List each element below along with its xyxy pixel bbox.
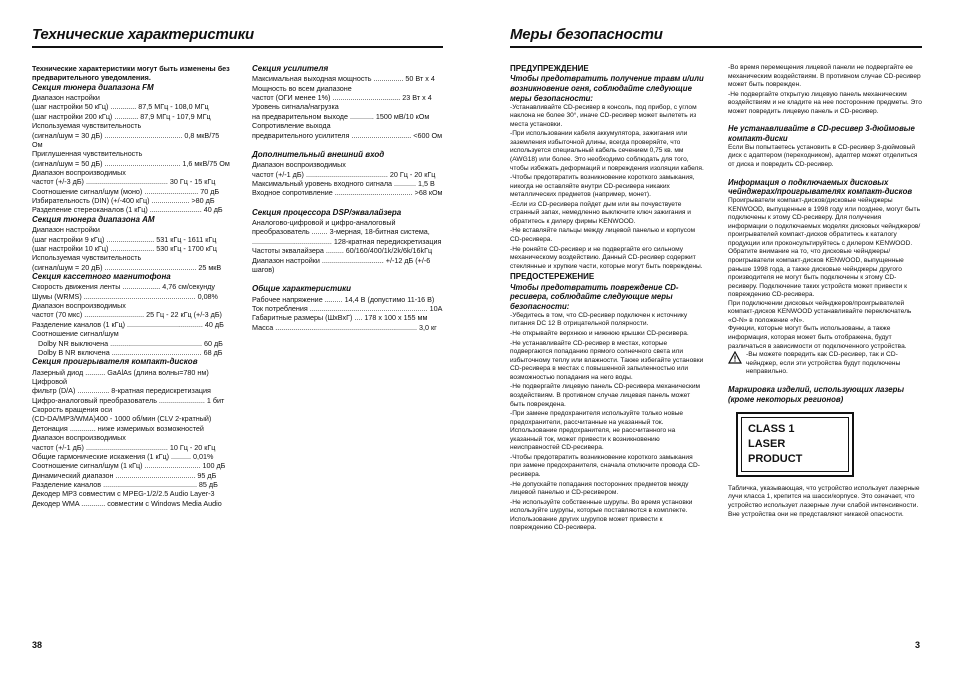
changers-p4: Функции, которые могут быть использованы, а также информация, которая может быть отображена, будут различаться в зависимости от подключенного устройства. [728,325,907,350]
spec-line: Сопротивление выхода [252,121,331,131]
spec-line: Шумы (WRMS) ........................................................ 0,08% [32,291,218,301]
spec-line: частот (+/-1 дБ) ......................................... 20 Гц - 20 кГц [252,169,436,179]
spec-line: Dolby B NR включена ............................................. 68 дБ [38,347,223,357]
changers-warning [728,351,922,377]
caution-items [510,312,704,533]
spec-line: фильтр (D/A) ................ 8-кратная передискретизация [32,386,211,396]
spec-line: -Чтобы предотвратить возникновение короткого замыкания, никогда не оставляйте внутри CD-ресивера никаких металлических предметов (например, монет). [510,174,695,199]
spec-line: Декодер MP3 совместим с MPEG-1/2/2.5 Audio Layer-3 [32,489,215,499]
spec-line: Рабочее напряжение ......... 14,4 В (допустимо 11-16 В) [252,294,435,304]
spec-line: -Убедитесь в том, что CD-ресивер подключен к источнику питания DC 12 В отрицательной полярности. [510,311,688,328]
spec-line: (шаг настройки 9 кГц) ........................ 531 кГц - 1611 кГц [32,234,217,244]
spec-line: ........................................ 128-кратная передискретизация [252,236,442,246]
spec-line: Используемая чувствительность [32,253,142,263]
am-lines [32,225,230,272]
spec-line: (шаг настройки 200 кГц) ............ 87,9 МГц - 107,9 МГц [32,111,211,121]
spec-line: предварительного усилителя .............................. <600 Ом [252,130,443,140]
left-column-2 [252,64,444,332]
spec-line: Максимальная выходная мощность ............... 50 Вт x 4 [252,74,435,84]
fm-lines [32,93,230,215]
spec-line: -Во время перемещения лицевой панели не подвергайте ее механическим воздействиям. В противном случае CD-ресивер может быть поврежден. [728,64,921,89]
spec-line: Аналогово-цифровой и цифро-аналоговый [252,218,396,228]
tape-lines [32,282,230,338]
spec-line: (шаг настройки 50 кГц) ............. 87,5 МГц - 108,0 МГц [32,102,209,112]
spec-line: Используемая чувствительность [32,121,142,131]
spec-line: (CD-DA/MP3/WMA)400 - 1000 об/мин (CLV 2-кратный) [32,414,212,424]
no-3inch-heading: Не устанавливайте в CD-ресивер 3-дюймовые компакт-диски [728,124,915,144]
spec-line: Диапазон воспроизводимых [32,433,126,443]
cd-heading: Секция проигрывателя компакт-дисков [32,357,198,367]
laser-label-line2: LASER PRODUCT [748,438,803,465]
warning-triangle-icon [728,351,742,368]
dsp-lines [252,218,444,274]
spec-line: Избирательность (DIN) (+/-400 кГц) ................... >80 дБ [32,196,215,206]
laser-text: Табличка, указывающая, что устройство использует лазерные лучи класса 1, крепится на шасси/корпусе. Это означает, что устройство использует лазерные лучи слабой интенсивности. Вне устройства они не представляют никакой опасности. [728,484,920,518]
caution-continued [728,64,922,116]
laser-label [736,412,854,477]
laser-label-line1: CLASS 1 [748,423,795,436]
spec-line: Уровень сигнала/нагрузка [252,102,339,112]
changers-warning-text: -Вы можете повредить как CD-ресивер, так и CD-чейнджер, если эти устройства будут подключены неправильно. [746,351,901,376]
spec-line: Ток потребления ........................................................... 10A [252,304,443,314]
spec-line: -Не подвергайте открытую лицевую панель механическим воздействиям и не кладите на нее посторонние предметы. Это может повредить лицевую панель и CD-ресивер. [728,90,922,115]
warning-lead: Чтобы предотвратить получение травм и/или возникновение огня, соблюдайте следующие меры безопасности: [510,74,704,103]
changers-p3: При подключении дисковых чейнджеров/проигрывателей компакт-дисков KENWOOD устанавливайте переключатель «O-N» в положение «N». [728,299,912,324]
spec-line: (сигнал/шум = 30 дБ) ....................................... 0,8 мкВ/75 Ом [32,130,220,149]
warning-heading: ПРЕДУПРЕЖДЕНИЕ [510,64,589,73]
spec-line: частот (+/-1 дБ) ......................................... 10 Гц - 20 кГц [32,442,216,452]
spec-line: Динамический диапазон ........................................ 95 дБ [32,470,217,480]
left-page-title: Технические характеристики [32,26,254,43]
right-title-rule [510,46,922,48]
caution-lead: Чтобы предотвратить повреждение CD-ресивера, соблюдайте следующие меры безопасности: [510,282,679,312]
spec-line: Диапазон настройки ............................... +/-12 дБ (+/-6 шагов) [252,255,431,274]
spec-line: Лазерный диод .......... GaAlAs (длина волны=780 нм) [32,367,209,377]
spec-line: Масса ....................................................................... 3,0 кг [252,322,437,332]
intro-note: Технические характеристики могут быть изменены без предварительного уведомления. [32,64,230,83]
changers-p2: Обратите внимание на то, что дисковые чейнджеры/проигрыватели компакт-дисков KENWOOD, выпущенные раньше 1998 года, а также дисковые чейнджеры другого производителя не могут быть подключены к этому CD-ресиверу. Подключение таких устройств может привести к повреждению CD-ресивера. [728,248,908,299]
spec-line: Частоты эквалайзера ......... 60/160/400/1k/2k/6k/16kГц [252,246,433,256]
spec-line: (сигнал/шум = 50 дБ) ...................................... 1,6 мкВ/75 Ом [32,158,230,168]
spec-line: Максимальный уровень входного сигнала ........... 1,5 В [252,179,435,189]
spec-line: -При замене предохранителя используйте только новые предохранители, рассчитанные на указанный ток. Использование предохранителя, не рассчитанного на указанный ток, может привести к возникновению неисправностей CD-ресивера. [510,410,684,452]
left-title-rule [32,46,443,48]
tape-heading: Секция кассетного магнитофона [32,271,171,281]
spec-line: частот (ОГИ менее 1%) .................................. 23 Вт x 4 [252,93,432,103]
right-page-title: Меры безопасности [510,26,663,43]
spec-line: преобразователь ........ 3-мерная, 18-битная система, [252,227,430,237]
spec-line: частот (70 мкс) .............................. 25 Гц - 22 кГц (+/-3 дБ) [32,310,222,320]
left-page-number: 38 [32,640,43,650]
spec-line: Входное сопротивление ....................................... >68 кОм [252,188,443,198]
spec-line: Цифровой [32,376,67,386]
amp-heading: Секция усилителя [252,64,329,73]
spec-line: Приглушенная чувствительность [32,149,143,159]
ext-heading: Дополнительный внешний вход [252,149,385,159]
cd-lines [32,368,230,508]
fm-heading: Секция тюнера диапазона FM [32,82,154,92]
spec-line: -Не используйте собственные шурупы. Во время установки используйте шурупы, которые поставляются в комплекте. Использование других шурупов может привести к повреждению CD-ресивера. [510,498,693,532]
spec-line: Мощность во всем диапазоне [252,83,352,93]
spec-line: -Не открывайте верхнюю и нижнюю крышки CD-ресивера. [510,330,689,337]
spec-line: Диапазон настройки [32,93,100,103]
left-column-1 [32,64,230,508]
ext-lines [252,160,444,197]
warning-items [510,104,704,272]
spec-line: Разделение стереоканалов (1 кГц) .......................... 40 дБ [32,205,223,215]
spec-line: частот (+/-3 дБ) ......................................... 30 Гц - 15 кГц [32,177,216,187]
general-lines [252,295,444,332]
spec-line: -Не роняйте CD-ресивер и не подвергайте его сильному механическому воздействию. Данный CD-ресивер содержит стеклянные и хрупкие части, которые могут быть повреждены. [510,245,703,270]
spec-line: Соотношение сигнал/шум (1 кГц) ............................ 100 дБ [32,461,226,471]
spec-line: -Не допускайте попадания посторонних предметов между лицевой панелью и CD-ресивером. [510,480,689,497]
spec-line: Dolby NR выключена .............................................. 60 дБ [38,338,223,348]
spec-line: -При использовании кабеля аккумулятора, зажигания или заземления избыточной длины, всегда проверяйте, что используется специальный кабель сечением 0,75 кв. мм (AWG18) или более. Это необходимо соблюдать для того, чтобы избежать деформаций и повреждения изоляции кабеля. [510,130,704,172]
changers-p1: Проигрыватели компакт-дисков/дисковые чейнджеры KENWOOD, выпущенные в 1998 году или позднее, могут быть подключены к этому CD-ресиверу. Для получения информации о подключаемых моделях дисковых чейнджеров/проигрывателей компакт-дисков обратитесь к каталогу продукции или проконсультируйтесь с дилером KENWOOD. [728,197,921,247]
right-page-number: 3 [915,640,921,650]
spec-line: (шаг настройки 10 кГц) ...................... 530 кГц - 1700 кГц [32,243,217,253]
spec-line: -Не устанавливайте CD-ресивер в местах, которые подвергаются попаданию прямого солнечного света или избыточному теплу или влажности. Также избегайте установки CD-ресивера в местах с повышенной запыленностью или возможностью попадания на него воды. [510,339,704,381]
spec-line: Детонация ............. ниже измеримых возможностей [32,423,204,433]
spec-line: Разделение каналов (1 кГц) ...................................... 40 дБ [32,319,224,329]
spec-line: -Устанавливайте CD-ресивер в консоль, под прибор, с углом наклона не более 30°, иначе CD-ресивер может вылететь из места установки. [510,103,697,128]
spec-line: -Если из CD-ресивера пойдет дым или вы почувствуете странный запах, немедленно выключите ключ зажигания и обратитесь к дилеру фирмы KENWOOD. [510,200,691,225]
spec-line: -Чтобы предотвратить возникновение короткого замыкания при замене предохранителя, сначала отключите провода CD-ресивера. [510,453,700,478]
spec-line: Диапазон воспроизводимых [252,160,346,170]
spec-line: Диапазон воспроизводимых [32,167,126,177]
amp-lines [252,74,444,140]
right-column-2 [728,64,922,519]
spec-line: Соотношение сигнал/шум [32,329,119,339]
spec-line: Скорость движения ленты ................... 4,76 см/секунду [32,282,215,292]
right-column-1 [510,64,704,534]
spec-line: Габаритные размеры (ШxВxГ) .... 178 x 100 x 155 мм [252,313,428,323]
general-heading: Общие характеристики [252,284,352,294]
spec-line: Декодер WMA ............ совместим с Windows Media Audio [32,498,222,508]
spec-line: на предварительном выходе ............ 1500 мВ/10 кОм [252,111,430,121]
laser-heading: Маркировка изделий, использующих лазеры (кроме некоторых регионов) [728,384,905,404]
laser-label-inner [741,417,849,472]
spec-line: Соотношение сигнал/шум (моно) ........................... 70 дБ [32,186,220,196]
spec-line: Общие гармонические искажения (1 кГц) .......... 0,01% [32,451,214,461]
caution-heading: ПРЕДОСТЕРЕЖЕНИЕ [510,272,595,282]
am-heading: Секция тюнера диапазона AM [32,214,155,224]
no-3inch-text: Если Вы попытаетесь установить в CD-ресивер 3-дюймовый диск с адаптером (переходником), адаптер может отделиться от диска и повредить CD-ресивер. [728,143,918,168]
dsp-heading: Секция процессора DSP/эквалайзера [252,207,402,217]
spec-line: Диапазон настройки [32,225,100,235]
tape-dolby-lines [32,339,230,358]
spec-line: Скорость вращения оси [32,405,113,415]
spec-line: -Не подвергайте лицевую панель CD-ресивера механическим воздействиям. В противном случае лицевая панель может быть повреждена. [510,383,701,408]
spec-line: Разделение каналов ............................................... 85 дБ [32,479,218,489]
spec-line: -Не вставляйте пальцы между лицевой панелью и корпусом CD-ресивера. [510,227,696,244]
spec-line: Диапазон воспроизводимых [32,301,126,311]
changers-heading: Информация о подключаемых дисковых чейнджерах/проигрывателях компакт-дисков [728,177,913,197]
spec-line: (сигнал/шум = 20 дБ) .............................................. 25 мкВ [32,262,222,272]
spec-line: Цифро-аналоговый преобразователь ....................... 1 бит [32,395,225,405]
